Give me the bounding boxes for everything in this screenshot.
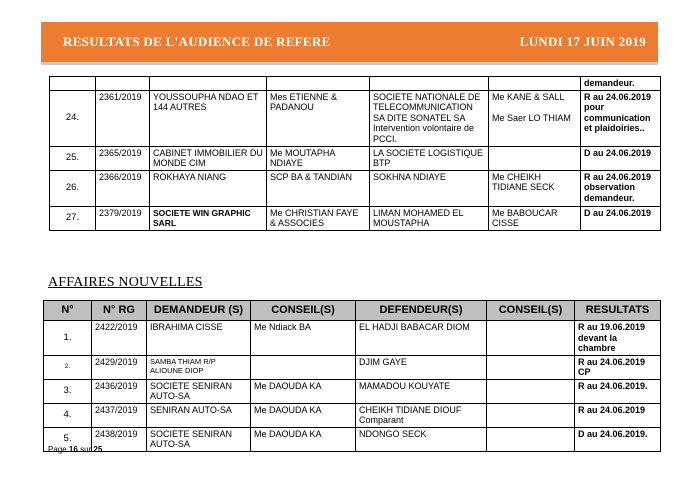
- row-number: 5.: [44, 427, 92, 451]
- footer-page-number: 16: [68, 445, 78, 454]
- row-conseil: SCP BA & TANDIAN: [267, 170, 370, 206]
- continuation-table: [49, 76, 661, 231]
- row-rg: 2365/2019: [96, 146, 150, 170]
- table-row: [50, 77, 661, 91]
- row-defendeur: MAMADOU KOUYATE: [356, 379, 487, 403]
- row-number: 2.: [44, 355, 92, 379]
- row-number: 1.: [44, 321, 92, 356]
- row-resultat: D au 24.06.2019: [581, 206, 661, 230]
- row-rg: 2437/2019: [92, 403, 147, 427]
- row-conseil-defendeur: [487, 355, 575, 379]
- header-rg: N° RG: [92, 301, 147, 321]
- row-resultat: R au 24.06.2019 observation demandeur.: [581, 170, 661, 206]
- row-conseil-defendeur: [487, 379, 575, 403]
- row-demandeur: SAMBA THIAM R/P ALIOUNE DIOP: [147, 355, 251, 379]
- row-conseil: Me CHRISTIAN FAYE & ASSOCIES: [267, 206, 370, 230]
- row-rg: [96, 77, 150, 91]
- row-resultat: R au 24.06.2019.: [575, 379, 661, 403]
- row-resultat: demandeur.: [581, 77, 661, 91]
- row-number: 26.: [50, 170, 96, 206]
- row-demandeur: IBRAHIMA CISSE: [147, 321, 251, 356]
- header-conseil-defendeur: CONSEIL(S): [487, 301, 575, 321]
- row-conseil: Mes ETIENNE & PADANOU: [267, 90, 370, 146]
- row-resultat: D au 24.06.2019: [581, 146, 661, 170]
- footer-prefix: Page: [48, 445, 67, 454]
- row-number: 3.: [44, 379, 92, 403]
- row-resultat: R au 24.06.2019: [575, 403, 661, 427]
- row-rg: 2379/2019: [96, 206, 150, 230]
- row-conseil: [267, 77, 370, 91]
- row-defendeur: SOKHNA NDIAYE: [370, 170, 489, 206]
- row-defendeur: LIMAN MOHAMED EL MOUSTAPHA: [370, 206, 489, 230]
- row-demandeur: CABINET IMMOBILIER DU MONDE CIM: [150, 146, 267, 170]
- row-conseil-defendeur: [489, 77, 581, 91]
- header-band: [41, 22, 658, 62]
- row-defendeur: EL HADJI BABACAR DIOM: [356, 321, 487, 356]
- table-header-row: [44, 301, 661, 321]
- row-demandeur: SOCIETE SENIRAN AUTO-SA: [147, 427, 251, 451]
- row-rg: 2366/2019: [96, 170, 150, 206]
- document-date: LUNDI 17 JUIN 2019: [519, 34, 646, 49]
- row-resultat: R au 24.06.2019 CP: [575, 355, 661, 379]
- table-row: [44, 379, 661, 403]
- row-conseil-defendeur: Me CHEIKH TIDIANE SECK: [489, 170, 581, 206]
- header-defendeur: DEFENDEUR(S): [356, 301, 487, 321]
- row-conseil: Me DAOUDA KA: [251, 379, 356, 403]
- row-conseil-defendeur: [489, 146, 581, 170]
- header-resultats: RESULTATS: [575, 301, 661, 321]
- row-conseil: Me DAOUDA KA: [251, 427, 356, 451]
- row-number: [50, 77, 96, 91]
- row-defendeur: [370, 77, 489, 91]
- row-resultat: R au 19.06.2019 devant la chambre: [575, 321, 661, 356]
- document-title: RESULTATS DE L'AUDIENCE DE REFERE: [63, 34, 331, 49]
- row-defendeur: CHEIKH TIDIANE DIOUF Comparant: [356, 403, 487, 427]
- row-conseil: Me MOUTAPHA NDIAYE: [267, 146, 370, 170]
- table-row: [44, 403, 661, 427]
- row-demandeur: SOCIETE SENIRAN AUTO-SA: [147, 379, 251, 403]
- row-rg: 2361/2019: [96, 90, 150, 146]
- new-cases-table: [43, 300, 661, 452]
- row-rg: 2438/2019: [92, 427, 147, 451]
- row-conseil-defendeur: [487, 403, 575, 427]
- row-conseil: Me DAOUDA KA: [251, 403, 356, 427]
- row-rg: 2429/2019: [92, 355, 147, 379]
- header-conseil: CONSEIL(S): [251, 301, 356, 321]
- row-resultat: D au 24.06.2019.: [575, 427, 661, 451]
- row-number: 4.: [44, 403, 92, 427]
- footer-middle: sur: [80, 445, 92, 454]
- row-defendeur: NDONGO SECK: [356, 427, 487, 451]
- row-rg: 2436/2019: [92, 379, 147, 403]
- row-conseil-defendeur: [487, 427, 575, 451]
- header-num: N°: [44, 301, 92, 321]
- row-number: 25.: [50, 146, 96, 170]
- header-demandeur: DEMANDEUR (S): [147, 301, 251, 321]
- page-footer: [48, 445, 102, 454]
- row-conseil: Me Ndiack BA: [251, 321, 356, 356]
- row-conseil-defendeur: Me BABOUCAR CISSE: [489, 206, 581, 230]
- table-row: [50, 170, 661, 206]
- row-resultat: R au 24.06.2019 pour communication et plaidoiries..: [581, 90, 661, 146]
- table-row: [44, 321, 661, 356]
- table-row: [50, 90, 661, 146]
- row-demandeur: [150, 77, 267, 91]
- row-conseil-defendeur: [487, 321, 575, 356]
- row-demandeur: SENIRAN AUTO-SA: [147, 403, 251, 427]
- row-number: 27.: [50, 206, 96, 230]
- section-title: AFFAIRES NOUVELLES: [48, 275, 203, 290]
- row-defendeur: SOCIETE NATIONALE DE TELECOMMUNICATION SA DITE SONATEL SA Intervention volontaire de PCCI.: [370, 90, 489, 146]
- table-row: [50, 146, 661, 170]
- row-demandeur: YOUSSOUPHA NDAO ET 144 AUTRES: [150, 90, 267, 146]
- row-defendeur: LA SOCIETE LOGISTIQUE BTP: [370, 146, 489, 170]
- table-row: [50, 206, 661, 230]
- table-row: [44, 355, 661, 379]
- row-rg: 2422/2019: [92, 321, 147, 356]
- table-row: [44, 427, 661, 451]
- row-conseil-defendeur: Me KANE & SALL Me Saer LO THIAM: [489, 90, 581, 146]
- row-conseil: [251, 355, 356, 379]
- footer-total-pages: 25: [93, 445, 103, 454]
- row-number: 24.: [50, 90, 96, 146]
- row-defendeur: DJIM GAYE: [356, 355, 487, 379]
- row-demandeur: SOCIETE WIN GRAPHIC SARL: [150, 206, 267, 230]
- row-demandeur: ROKHAYA NIANG: [150, 170, 267, 206]
